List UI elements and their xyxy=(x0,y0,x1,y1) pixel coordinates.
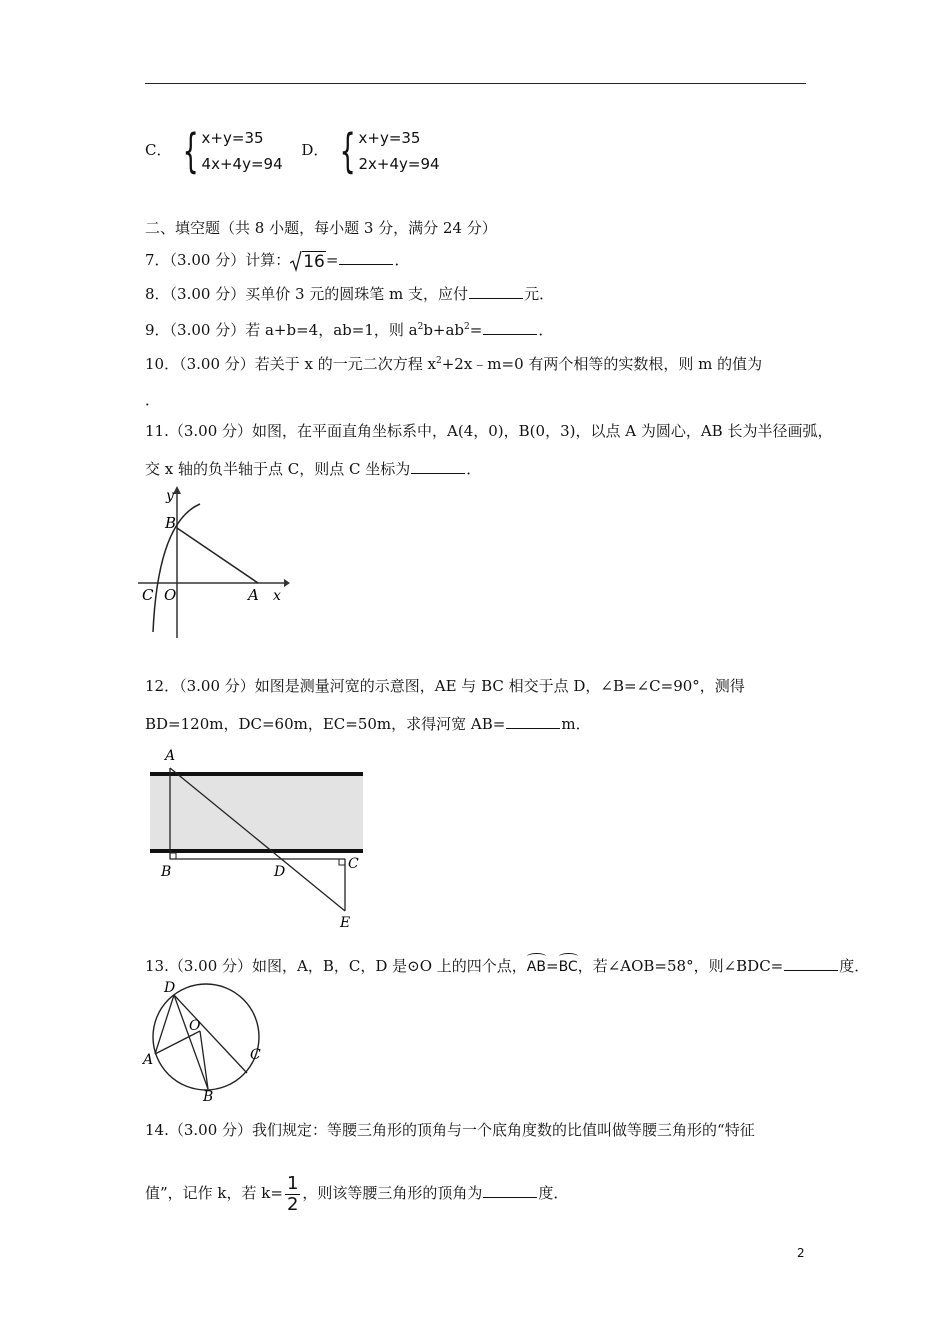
q9-text-c: = xyxy=(469,321,483,339)
answer-options-cd xyxy=(145,124,440,177)
label-b: B xyxy=(165,514,177,532)
radius-ob xyxy=(200,1031,208,1089)
label-b: B xyxy=(203,1089,214,1104)
q14-line1: 14.（3.00 分）我们规定：等腰三角形的顶角与一个底角度数的比值叫做等腰三角形的“特征 xyxy=(145,1121,755,1139)
q7-radicand: 16 xyxy=(303,252,325,272)
brace-icon: { xyxy=(339,124,356,178)
q7-equals: = xyxy=(325,251,339,269)
question-13 xyxy=(145,953,869,977)
q12-figure xyxy=(145,742,370,932)
label-o: O xyxy=(164,586,177,604)
q9-text-a: 9．（3.00 分）若 a+b=4，ab=1，则 a xyxy=(145,321,418,339)
answer-blank[interactable] xyxy=(483,320,537,335)
q13-figure xyxy=(140,978,270,1104)
label-a: A xyxy=(248,586,259,604)
frac-denominator: 2 xyxy=(286,1193,299,1215)
q11-figure xyxy=(138,482,293,642)
label-c: C xyxy=(250,1047,261,1063)
q7-end: ． xyxy=(394,251,410,269)
option-d-system xyxy=(333,125,439,177)
fraction-one-half xyxy=(285,1174,300,1215)
q10-line2: ． xyxy=(145,391,161,409)
x-axis-arrow-icon xyxy=(284,579,290,587)
q12-line1: 12．（3.00 分）如图是测量河宽的示意图，AE 与 BC 相交于点 D，∠B=∠C=90°，测得 xyxy=(145,677,745,695)
option-c-eq2: 4x+4y=94 xyxy=(201,155,283,173)
right-angle-c-icon xyxy=(339,859,345,865)
label-d: D xyxy=(274,864,286,880)
q9-text-b: b+ab xyxy=(423,321,465,339)
label-a: A xyxy=(165,748,176,764)
option-c-system xyxy=(176,125,282,177)
question-8 xyxy=(145,284,554,304)
page-number: 2 xyxy=(797,1246,805,1260)
q11-line2 xyxy=(145,459,481,479)
q14-text-a: 值”，记作 k，若 k= xyxy=(145,1184,283,1202)
q11-end: ． xyxy=(466,460,482,478)
q9-end: ． xyxy=(538,321,554,339)
label-o: O xyxy=(189,1018,201,1034)
answer-blank[interactable] xyxy=(469,284,523,299)
option-d-eq1: x+y=35 xyxy=(358,129,421,147)
brace-icon: { xyxy=(182,124,199,178)
chord-dc xyxy=(174,995,247,1073)
answer-blank[interactable] xyxy=(483,1183,537,1198)
option-d-label: D． xyxy=(301,141,329,159)
label-d: D xyxy=(164,980,176,996)
label-b: B xyxy=(161,864,172,880)
question-7 xyxy=(145,250,409,272)
label-e: E xyxy=(340,915,351,931)
q12-line2 xyxy=(145,714,591,734)
q13-text-b: ，若∠AOB=58°，则∠BDC= xyxy=(577,957,784,975)
q10-text-b: +2x﹣m=0 有两个相等的实数根，则 m 的值为 xyxy=(441,355,763,373)
q8-end: 元． xyxy=(524,285,555,303)
option-c-eq1: x+y=35 xyxy=(201,129,264,147)
q14-end: 度． xyxy=(538,1184,569,1202)
arc-ab: AB xyxy=(527,953,546,977)
q9-sup2: 2 xyxy=(464,322,470,332)
q12-end: m． xyxy=(561,715,591,733)
right-angle-b-icon xyxy=(170,853,176,859)
q10-sup1: 2 xyxy=(435,356,442,366)
q12-text: BD=120m，DC=60m，EC=50m，求得河宽 AB= xyxy=(145,715,506,733)
segment-ab xyxy=(177,528,258,583)
label-y: y xyxy=(166,488,174,504)
question-10 xyxy=(145,351,762,374)
q10-text-a: 10．（3.00 分）若关于 x 的一元二次方程 x xyxy=(145,355,436,373)
q14-text-b: ，则该等腰三角形的顶角为 xyxy=(302,1184,483,1202)
q9-sup1: 2 xyxy=(417,322,424,332)
answer-blank[interactable] xyxy=(506,714,560,729)
frac-numerator: 1 xyxy=(286,1172,299,1194)
label-c: C xyxy=(348,856,359,872)
q14-line2 xyxy=(145,1171,568,1215)
header-rule xyxy=(145,83,806,84)
section-heading: 二、填空题（共 8 小题，每小题 3 分，满分 24 分） xyxy=(145,219,497,237)
q13-end: 度． xyxy=(839,957,870,975)
label-c: C xyxy=(142,586,154,604)
arc-bc: BC xyxy=(559,953,578,977)
q8-text: 8．（3.00 分）买单价 3 元的圆珠笔 m 支，应付 xyxy=(145,285,469,303)
q13-eq: = xyxy=(545,957,559,975)
q11-line1: 11.（3.00 分）如图，在平面直角坐标系中，A(4，0)，B(0，3)，以点 A 为圆心，AB 长为半径画弧， xyxy=(145,422,833,440)
label-a: A xyxy=(143,1052,154,1068)
option-c-label: C． xyxy=(145,141,172,159)
q13-text-a: 13.（3.00 分）如图，A，B，C，D 是⊙O 上的四个点， xyxy=(145,957,527,975)
y-axis-arrow-icon xyxy=(173,486,181,494)
sqrt-icon xyxy=(290,250,326,272)
q7-text: 7．（3.00 分）计算： xyxy=(145,251,291,269)
answer-blank[interactable] xyxy=(411,459,465,474)
label-x: x xyxy=(273,588,281,604)
option-d-eq2: 2x+4y=94 xyxy=(358,155,440,173)
question-9 xyxy=(145,317,553,340)
answer-blank[interactable] xyxy=(784,956,838,971)
answer-blank[interactable] xyxy=(339,250,393,265)
q11-text: 交 x 轴的负半轴于点 C，则点 C 坐标为 xyxy=(145,460,411,478)
